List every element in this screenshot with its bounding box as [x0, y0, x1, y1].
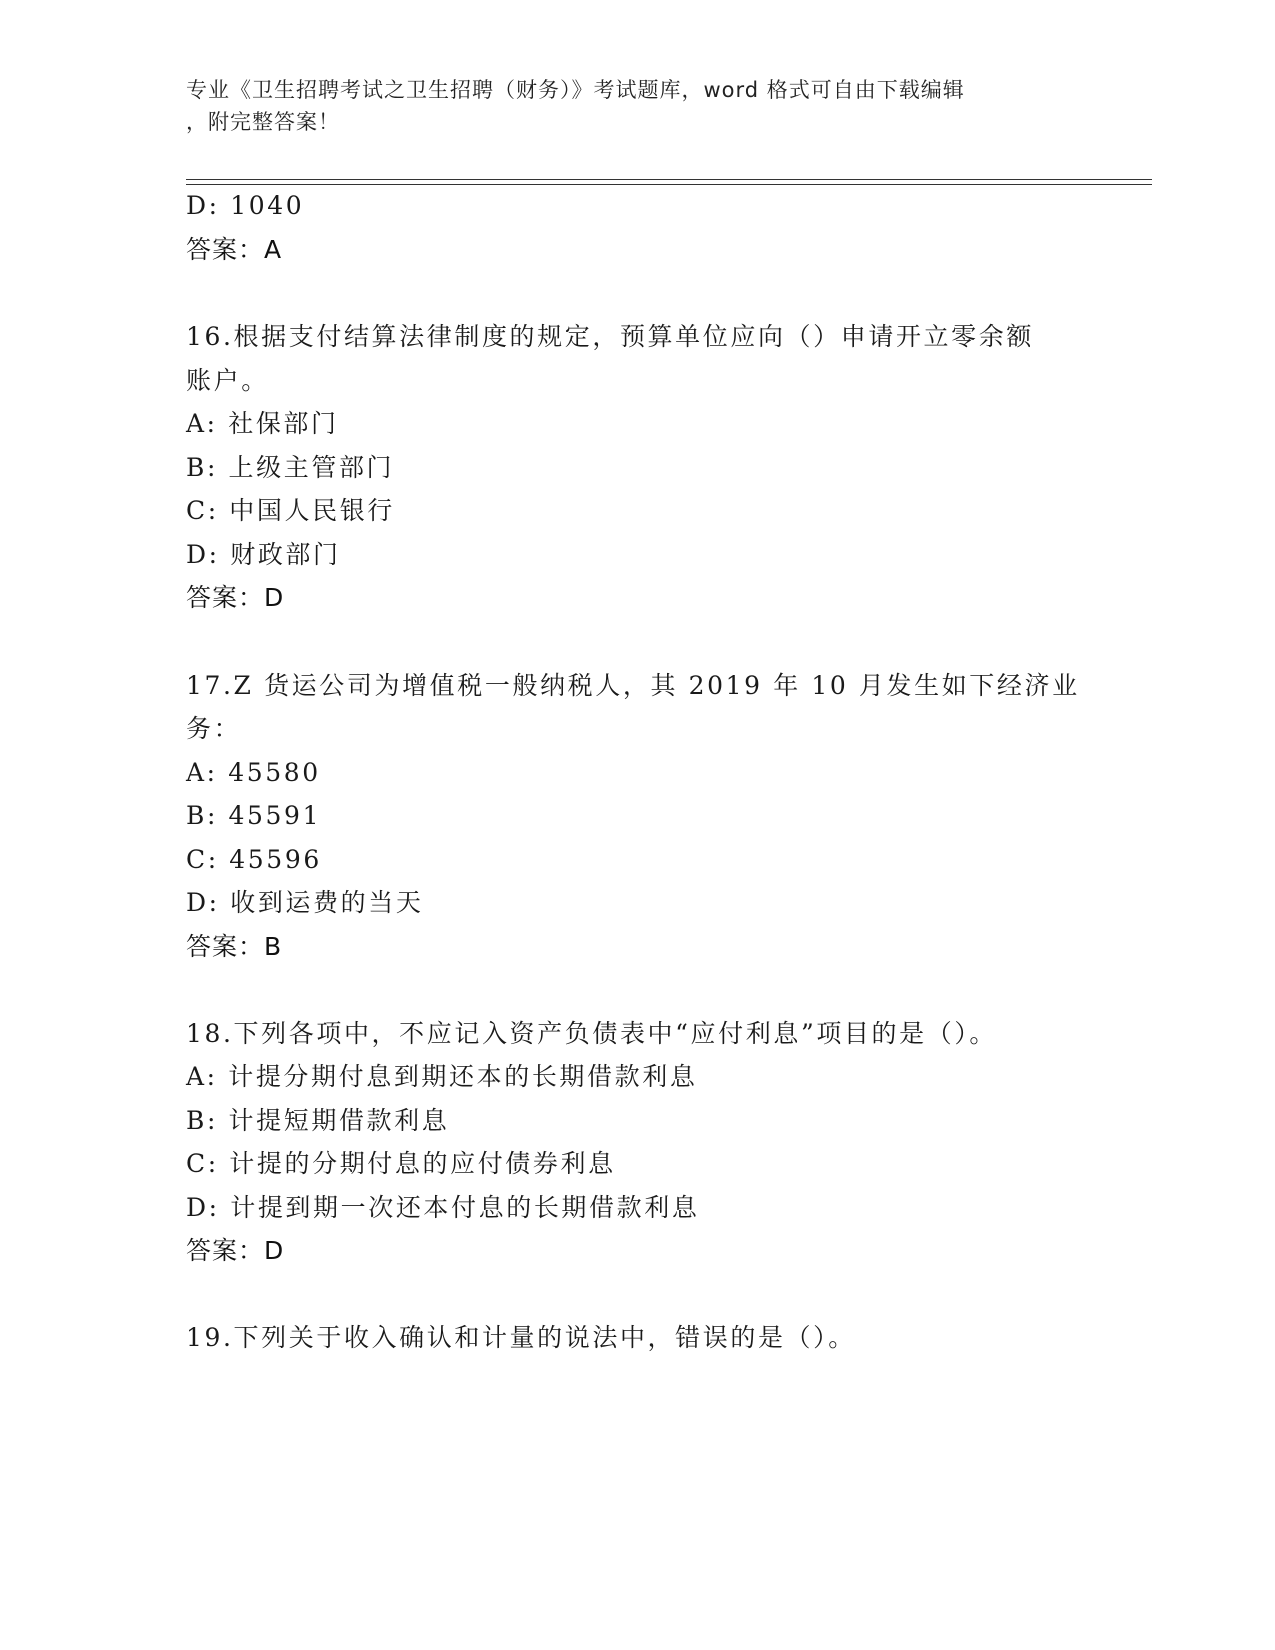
header-divider-top	[186, 179, 1152, 180]
q17-stem-line-1: 17.Z 货运公司为增值税一般纳税人，其 2019 年 10 月发生如下经济业	[186, 671, 1080, 700]
q15-answer: 答案：A	[186, 235, 283, 264]
q18-answer: 答案：D	[186, 1236, 285, 1265]
q16-answer: 答案：D	[186, 583, 285, 612]
q19-stem: 19.下列关于收入确认和计量的说法中，错误的是（）。	[186, 1323, 856, 1352]
q17-option-c: C: 45596	[186, 845, 322, 874]
q18-stem: 18.下列各项中，不应记入资产负债表中“应付利息”项目的是（）。	[186, 1019, 998, 1048]
q16-option-a: A: 社保部门	[186, 409, 339, 438]
q17-answer: 答案：B	[186, 932, 283, 961]
q18-option-c: C: 计提的分期付息的应付债券利息	[186, 1149, 616, 1178]
q18-option-d: D: 计提到期一次还本付息的长期借款利息	[186, 1193, 700, 1222]
q18-option-a: A: 计提分期付息到期还本的长期借款利息	[186, 1062, 698, 1091]
q16-stem-line-1: 16.根据支付结算法律制度的规定，预算单位应向（）申请开立零余额	[186, 322, 1034, 351]
q17-option-b: B: 45591	[186, 801, 322, 830]
q18-option-b: B: 计提短期借款利息	[186, 1106, 450, 1135]
q16-option-d: D: 财政部门	[186, 540, 341, 569]
q17-option-d: D: 收到运费的当天	[186, 888, 424, 917]
q17-option-a: A: 45580	[186, 758, 321, 787]
q16-option-b: B: 上级主管部门	[186, 453, 395, 482]
q17-stem-line-2: 务：	[186, 714, 242, 743]
header-title-line-1: 专业《卫生招聘考试之卫生招聘（财务）》考试题库，word 格式可自由下载编辑	[186, 78, 965, 102]
q15-option-d: D: 1040	[186, 191, 305, 220]
q16-option-c: C: 中国人民银行	[186, 496, 395, 525]
header-divider-bottom	[186, 184, 1152, 185]
page-header	[186, 74, 1066, 138]
q16-stem-line-2: 账户。	[186, 366, 269, 395]
header-title-line-2: ，附完整答案！	[186, 110, 340, 134]
